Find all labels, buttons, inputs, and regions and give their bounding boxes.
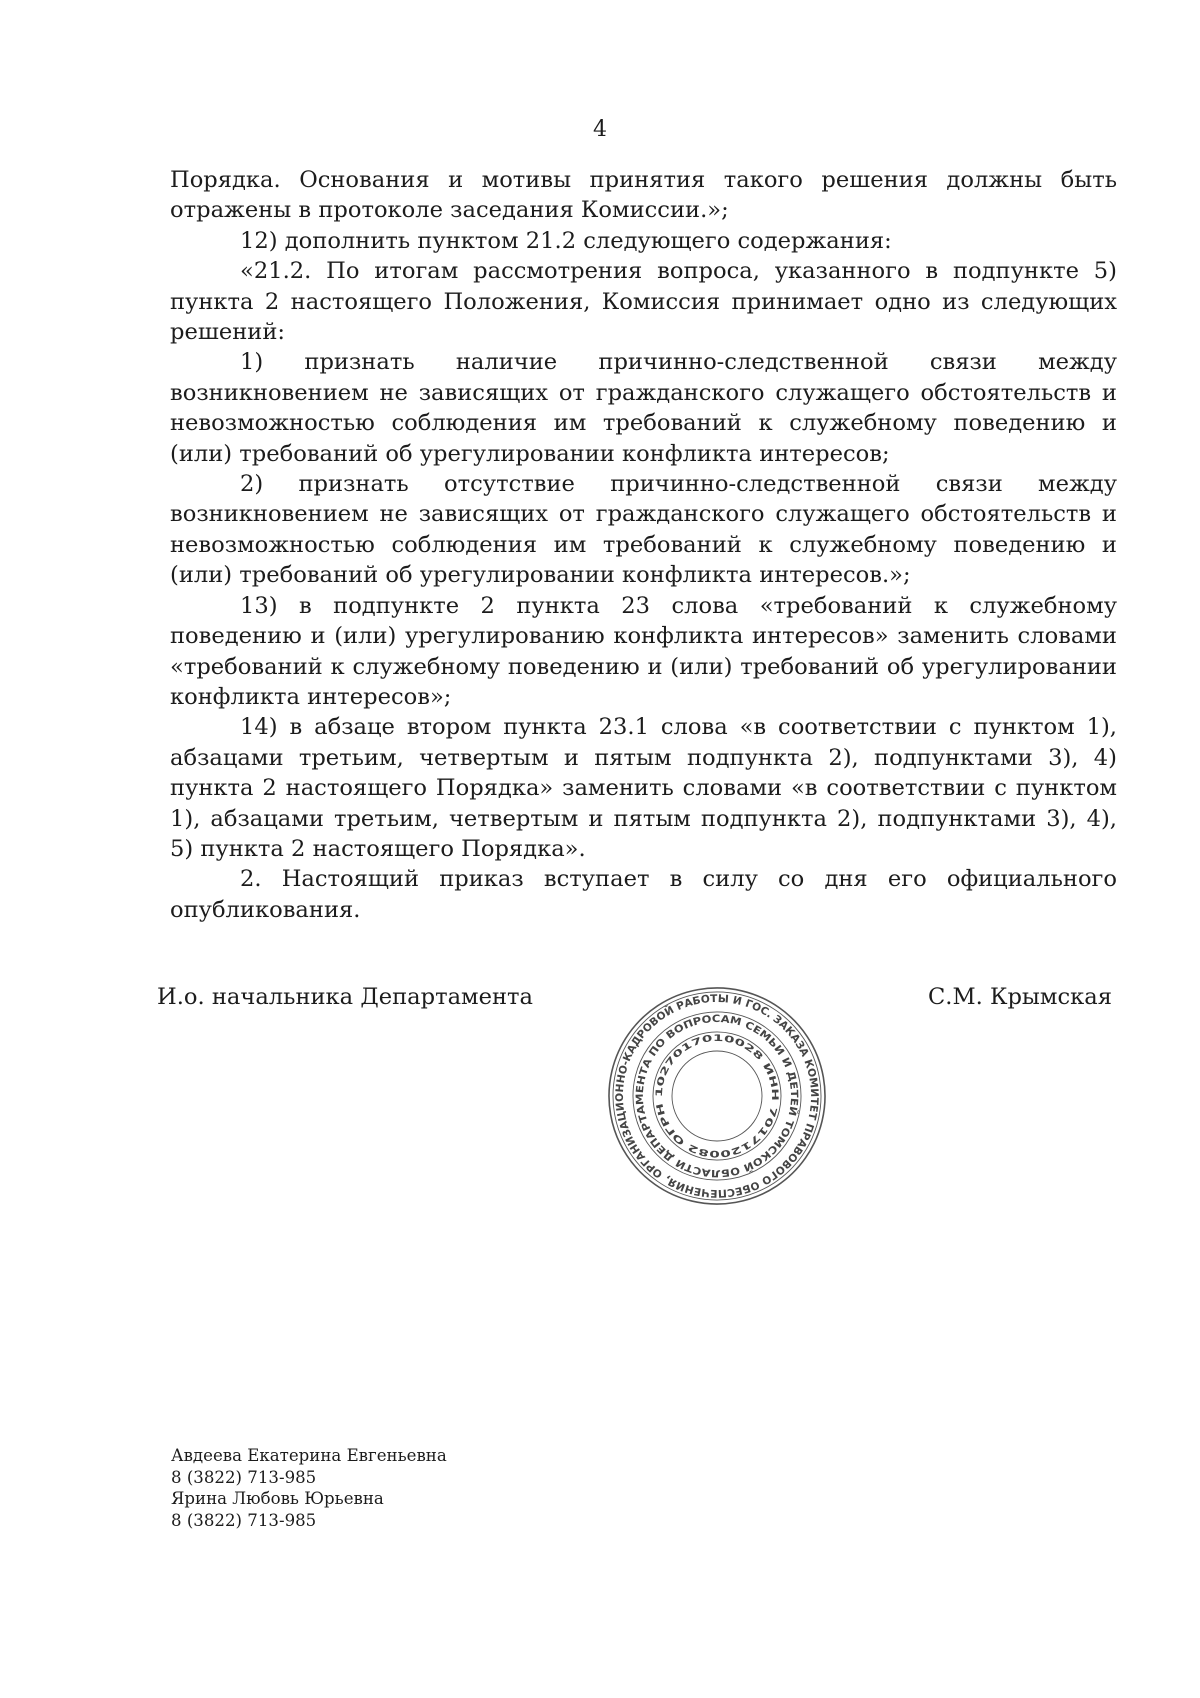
stamp-inner-text: ОГРН 1027017010028 ИНН 7017120082 bbox=[654, 1033, 780, 1159]
contact-block bbox=[171, 1445, 447, 1531]
svg-text:ДЕПАРТАМЕНТА ПО ВОПРОСАМ СЕМЬИ bbox=[606, 985, 828, 1207]
paragraph-clause-21-2: «21.2. По итогам рассмотрения вопроса, указанного в подпункте 5) пункта 2 настоящего Положения, Комиссия принимает одно из следующих решений: bbox=[170, 258, 1117, 346]
official-stamp bbox=[606, 985, 828, 1207]
paragraph-effective-date: 2. Настоящий приказ вступает в силу со дня его официального опубликования. bbox=[170, 866, 1117, 923]
stamp-middle-text: ДЕПАРТАМЕНТА ПО ВОПРОСАМ СЕМЬИ И ДЕТЕЙ ТОМСКОЙ ОБЛАСТИ bbox=[634, 1013, 800, 1179]
page-number: 4 bbox=[593, 117, 607, 142]
paragraph-item-14: 14) в абзаце втором пункта 23.1 слова «в соответствии с пунктом 1), абзацами третьим, четвертым и пятым подпункта 2), подпунктами 3), 4) пункта 2 настоящего Порядка» заменить словами «в соответствии с пунктом 1), абзацами третьим, четвертым и пятым подпункта 2), подпунктами 3), 4), 5) пункта 2 настоящего Порядка». bbox=[170, 714, 1117, 862]
contact-phone: 8 (3822) 713-985 bbox=[171, 1510, 317, 1530]
paragraph-decision-1: 1) признать наличие причинно-следственной связи между возникновением не зависящих от гражданского служащего обстоятельств и невозможностью соблюдения им требований к служебному поведению и (или) требований об урегулировании конфликта интересов; bbox=[170, 349, 1117, 467]
paragraph-decision-2: 2) признать отсутствие причинно-следственной связи между возникновением не зависящих от гражданского служащего обстоятельств и невозможностью соблюдения им требований к служебному поведению и (или) требований об урегулировании конфликта интересов.»; bbox=[170, 471, 1117, 589]
signatory-position: И.о. начальника Департамента bbox=[157, 984, 534, 1010]
svg-text:ОГРН 1027017010028 ИНН 7017120 bbox=[630, 1010, 803, 1183]
stamp-outer-text: ОРГАНИЗАЦИОННО-КАДРОВОЙ РАБОТЫ И ГОС. ЗАКАЗА КОМИТЕТ ПРАВОВОГО ОБЕСПЕЧЕНИЯ, bbox=[613, 992, 821, 1200]
paragraph-item-13: 13) в подпункте 2 пункта 23 слова «требований к служебному поведению и (или) урегулированию конфликта интересов» заменить словами «требований к служебному поведению и (или) требований об урегулировании конфликта интересов»; bbox=[170, 592, 1117, 710]
paragraph-item-12: 12) дополнить пунктом 21.2 следующего содержания: bbox=[240, 227, 892, 254]
document-body bbox=[170, 165, 1117, 925]
contact-name: Ярина Любовь Юрьевна bbox=[171, 1489, 384, 1509]
contact-phone: 8 (3822) 713-985 bbox=[171, 1467, 317, 1487]
paragraph-continuation: Порядка. Основания и мотивы принятия такого решения должны быть отражены в протоколе заседания Комиссии.»; bbox=[170, 167, 1117, 224]
contact-name: Авдеева Екатерина Евгеньевна bbox=[171, 1446, 447, 1465]
signatory-name: С.М. Крымская bbox=[928, 984, 1112, 1010]
